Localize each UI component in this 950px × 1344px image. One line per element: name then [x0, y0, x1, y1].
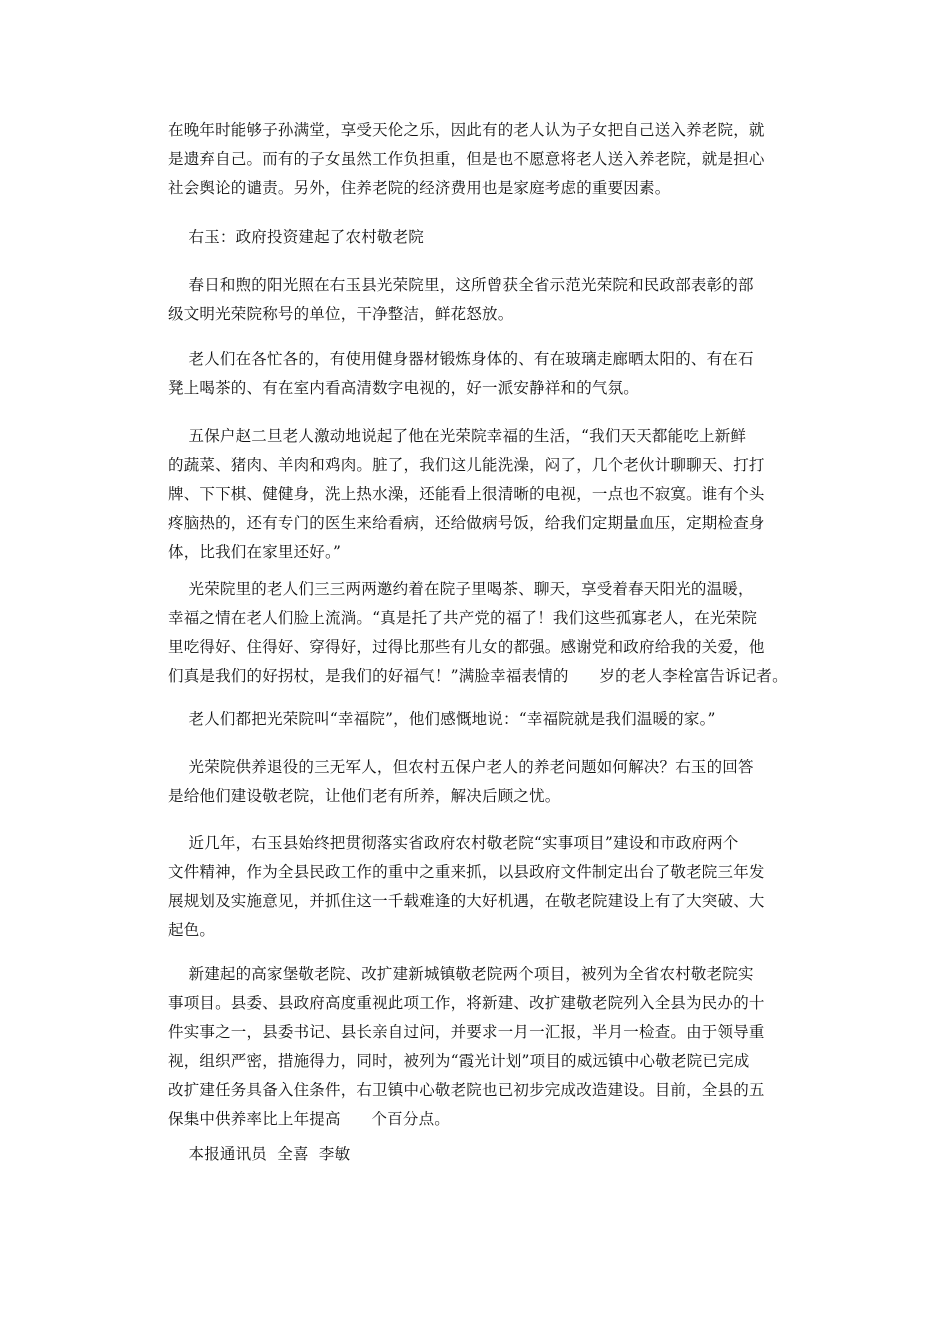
- paragraph: [168, 422, 780, 567]
- text-line: 春日和煦的阳光照在右玉县光荣院里，这所曾获全省示范光荣院和民政部表彰的部: [168, 276, 754, 294]
- text-line: 起色。: [168, 921, 216, 939]
- paragraph: [168, 753, 780, 811]
- text-line: 保集中供养率比上年提高 个百分点。: [168, 1110, 450, 1128]
- text-line: 文件精神，作为全县民政工作的重中之重来抓，以县政府文件制定出台了敬老院三年发: [168, 863, 765, 881]
- text-line: 光荣院供养退役的三无军人，但农村五保户老人的养老问题如何解决？右玉的回答: [168, 758, 754, 776]
- text-line: 在晚年时能够子孙满堂，享受天伦之乐，因此有的老人认为子女把自己送入养老院，就: [168, 121, 765, 139]
- text-line: 疼脑热的，还有专门的医生来给看病，还给做病号饭，给我们定期量血压，定期检查身: [168, 514, 765, 532]
- text-line: 视，组织严密，措施得力，同时，被列为“霞光计划”项目的威远镇中心敬老院已完成: [168, 1052, 750, 1070]
- text-line: 件实事之一，县委书记、县长亲自过问，并要求一月一汇报，半月一检查。由于领导重: [168, 1023, 765, 1041]
- text-line: 牌、下下棋、健健身，洗上热水澡，还能看上很清晰的电视，一点也不寂寞。谁有个头: [168, 485, 765, 503]
- text-line: 幸福之情在老人们脸上流淌。“真是托了共产党的福了！我们这些孤寡老人，在光荣院: [168, 609, 758, 627]
- text-line: 近几年，右玉县始终把贯彻落实省政府农村敬老院“实事项目”建设和市政府两个: [168, 834, 739, 852]
- text-line: 展规划及实施意见，并抓住这一千载难逢的大好机遇，在敬老院建设上有了大突破、大: [168, 892, 765, 910]
- text-line: 新建起的高家堡敬老院、改扩建新城镇敬老院两个项目，被列为全省农村敬老院实: [168, 965, 754, 983]
- text-line: 老人们在各忙各的，有使用健身器材锻炼身体的、有在玻璃走廊晒太阳的、有在石: [168, 350, 754, 368]
- paragraph: [168, 271, 780, 329]
- text-line: 老人们都把光荣院叫“幸福院”，他们感慨地说：“幸福院就是我们温暖的家。”: [168, 710, 716, 728]
- section-heading: [168, 223, 780, 252]
- text-line: 凳上喝茶的、有在室内看高清数字电视的，好一派安静祥和的气氛。: [168, 379, 640, 397]
- text-line: 级文明光荣院称号的单位，干净整洁，鲜花怒放。: [168, 305, 514, 323]
- text-line: 里吃得好、住得好、穿得好，过得比那些有儿女的都强。感谢党和政府给我的关爱，他: [168, 638, 765, 656]
- text-line: 社会舆论的谴责。另外，住养老院的经济费用也是家庭考虑的重要因素。: [168, 179, 671, 197]
- text-line: 事项目。县委、县政府高度重视此项工作，将新建、改扩建敬老院列入全县为民办的十: [168, 994, 765, 1012]
- paragraph: [168, 116, 780, 203]
- byline: [168, 1140, 780, 1169]
- paragraph: [168, 829, 780, 945]
- paragraph: [168, 345, 780, 403]
- text-line: 光荣院里的老人们三三两两邀约着在院子里喝茶、聊天，享受着春天阳光的温暖，: [168, 580, 754, 598]
- text-line: 的蔬菜、猪肉、羊肉和鸡肉。脏了，我们这儿能洗澡，闷了，几个老伙计聊聊天、打打: [168, 456, 765, 474]
- text-line: 改扩建任务具备入住条件，右卫镇中心敬老院也已初步完成改造建设。目前，全县的五: [168, 1081, 765, 1099]
- text-line: 体，比我们在家里还好。”: [168, 543, 342, 561]
- paragraph: [168, 705, 780, 734]
- text-line: 五保户赵二旦老人激动地说起了他在光荣院幸福的生活，“我们天天都能吃上新鲜: [168, 427, 747, 445]
- text-line: 们真是我们的好拐杖，是我们的好福气！”满脸幸福表情的 岁的老人李栓富告诉记者。: [168, 667, 788, 685]
- text-line: 本报通讯员 全喜 李敏: [168, 1145, 351, 1163]
- paragraph: [168, 960, 780, 1134]
- text-line: 右玉：政府投资建起了农村敬老院: [168, 228, 425, 246]
- text-line: 是遗弃自己。而有的子女虽然工作负担重，但是也不愿意将老人送入养老院，就是担心: [168, 150, 765, 168]
- text-line: 是给他们建设敬老院，让他们老有所养，解决后顾之忧。: [168, 787, 561, 805]
- paragraph: [168, 575, 788, 691]
